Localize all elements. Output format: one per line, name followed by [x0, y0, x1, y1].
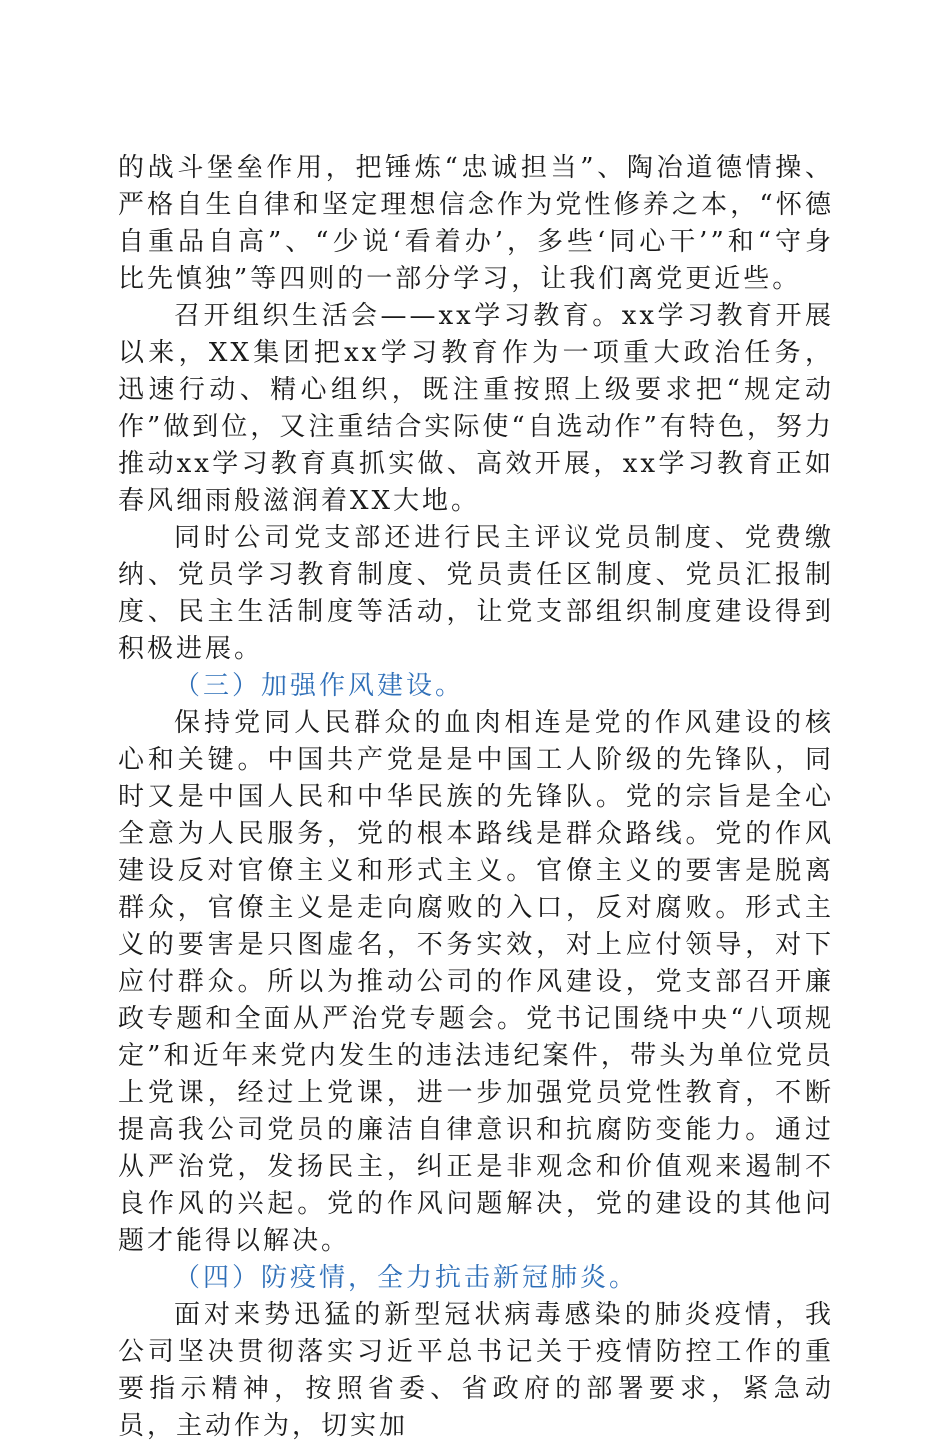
paragraph-organization-meeting: 召开组织生活会——xx学习教育。xx学习教育开展以来，XX集团把xx学习教育作为一项重大政治任务，迅速行动、精心组织，既注重按照上级要求把“规定动作”做到位，又注重结合实际使“自选动作”有特色，努力推动xx学习教育真抓实做、高效开展，xx学习教育正如春风细雨般滋润着XX大地。: [118, 301, 834, 516]
paragraph-epidemic: 面对来势迅猛的新型冠状病毒感染的肺炎疫情，我公司坚决贯彻落实习近平总书记关于疫情防控工作的重要指示精神，按照省委、省政府的部署要求，紧急动员，主动作为，切实加: [118, 1300, 834, 1441]
paragraph-style-building: 保持党同人民群众的血肉相连是党的作风建设的核心和关键。中国共产党是是中国工人阶级的先锋队，同时又是中国人民和中华民族的先锋队。党的宗旨是全心全意为人民服务，党的根本路线是群众路线。党的作风建设反对官僚主义和形式主义。官僚主义的要害是脱离群众，官僚主义是走向腐败的入口，反对腐败。形式主义的要害是只图虚名，不务实效，对上应付领导，对下应付群众。所以为推动公司的作风建设，党支部召开廉政专题和全面从严治党专题会。党书记围绕中央“八项规定”和近年来党内发生的违法违纪案件，带头为单位党员上党课，经过上党课，进一步加强党员党性教育，不断提高我公司党员的廉洁自律意识和抗腐防变能力。通过从严治党，发扬民主，纠正是非观念和价值观来遏制不良作风的兴起。党的作风问题解决，党的建设的其他问题才能得以解决。: [118, 708, 834, 1256]
section-heading-style-building: （三）加强作风建设。: [174, 671, 465, 701]
paragraph-continuation: 的战斗堡垒作用，把锤炼“忠诚担当”、陶冶道德情操、严格自生自律和坚定理想信念作为党性修养之本，“怀德自重品自高”、“少说‘看着办’，多些‘同心干’”和“守身比先慎独”等四则的一部分学习，让我们离党更近些。: [118, 153, 834, 294]
document-body: [118, 150, 834, 1445]
paragraph-party-branch-systems: 同时公司党支部还进行民主评议党员制度、党费缴纳、党员学习教育制度、党员责任区制度、党员汇报制度、民主生活制度等活动，让党支部组织制度建设得到积极进展。: [118, 523, 834, 664]
section-heading-epidemic: （四）防疫情，全力抗击新冠肺炎。: [174, 1263, 639, 1293]
